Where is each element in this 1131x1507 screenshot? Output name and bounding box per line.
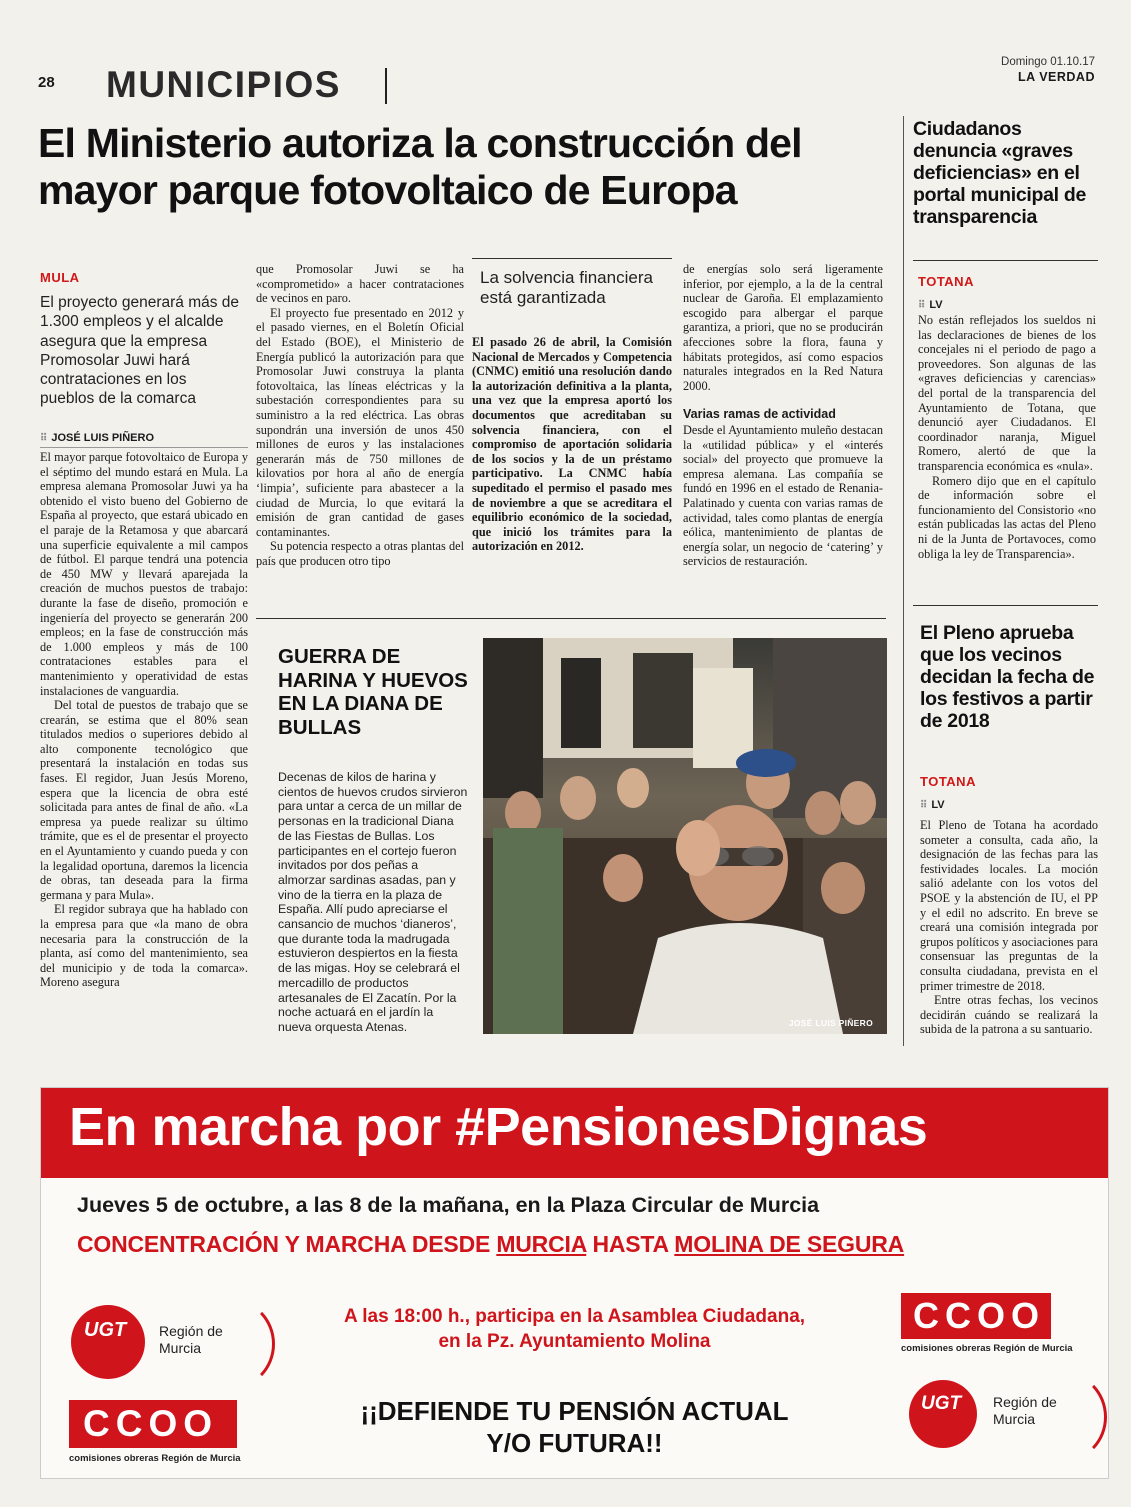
header-newspaper: LA VERDAD [1018, 70, 1095, 84]
photo-story-rule [256, 618, 886, 619]
ad-defend-line: ¡¡DEFIENDE TU PENSIÓN ACTUAL [360, 1396, 789, 1426]
photo-story-headline: GUERRA DE HARINA Y HUEVOS EN LA DIANA DE BULLAS [278, 645, 468, 739]
ccoo-text: CCOO [913, 1295, 1045, 1336]
ad-date-line: Jueves 5 de octubre, a las 8 de la mañana, en la Plaza Circular de Murcia [77, 1193, 820, 1217]
paragraph: Romero dijo que en el capítulo de información sobre el funcionamiento del Consistorio «no están publicadas las actas del Pleno ni de la Junta de Portavoces, como obliga la ley de Transparencia». [918, 473, 1096, 561]
paragraph: El Pleno de Totana ha acordado someter a consulta, cada año, la designación de las fechas para las festividades locales. La moción salió adelante con los votos del PSOE y la abstención de IU, el PP y el edil no adscrito. En breve se creará una comisión integrada por grupos políticos y asociaciones para consensuar las preguntas de la consulta ciudadana, prevista en el primer trimestre de 2018. [920, 818, 1098, 993]
ad-molina: MOLINA DE SEGURA [674, 1231, 905, 1257]
location-tag: MULA [40, 270, 80, 285]
ad-march-to: HASTA [586, 1231, 675, 1257]
ugt-region: Región de Murcia [159, 1323, 223, 1356]
ad-future-line: Y/O FUTURA!! [486, 1428, 663, 1458]
pensions-ad [40, 1087, 1109, 1479]
ad-assembly-line: A las 18:00 h., participa en la Asamblea Ciudadana, [343, 1306, 806, 1327]
ad-title: En marcha por #PensionesDignas [69, 1097, 928, 1157]
ccoo-caption: comisiones obreras Región de Murcia [901, 1343, 1073, 1354]
article-column-2 [256, 262, 464, 568]
article-byline: ⠿ JOSÉ LUIS PIÑERO [40, 432, 155, 444]
sidebar-byline-2: ⠿ LV [920, 799, 945, 811]
byline-rule [40, 447, 248, 448]
photo-credit: JOSÉ LUIS PIÑERO [788, 1018, 873, 1028]
sidebar-text-1 [918, 313, 1096, 561]
ugt-region: Región de Murcia [993, 1394, 1057, 1427]
sidebar-text-2 [920, 818, 1098, 1037]
sidebar-location-2: TOTANA [920, 774, 976, 789]
ad-location-line: en la Pz. Ayuntamiento Molina [438, 1331, 711, 1352]
section-title: MUNICIPIOS [106, 64, 341, 105]
paragraph: El pasado 26 de abril, la Comisión Nacional de Mercados y Competencia (CNMC) emitió una resolución dando la autorización definitiva a la planta, una vez que la empresa aportó los documentos que acreditaban su solvencia financiera, con el compromiso de aportación solidaria de los socios y la de un préstamo participativo. La CNMC había supeditado el permiso el pasado mes de noviembre a que se acreditara el equilibrio económico de la sociedad, que inició los trámites para la autorización en 2012. [472, 335, 672, 554]
article-subhead: El proyecto generará más de 1.300 empleos y el alcalde asegura que la empresa Promosolar Juwi hará contrataciones en los pueblos de la comarca [40, 294, 240, 408]
article-column-1 [40, 450, 248, 990]
sidebar-rule-2 [913, 605, 1098, 606]
paragraph: El proyecto fue presentado en 2012 y el pasado viernes, en el Boletín Oficial del Estado (BOE), el Ministerio de Energía publicó la autorización para que Promosolar Juwi construya la planta fotovoltaica, las líneas eléctricas y la subestación correspondientes para su suministro a la red eléctrica. Las obras supondrán una inversión de unos 450 millones de euros y las instalaciones generarán más de 750 millones de kilovatios por hora al año de energía ‘limpia’, suficiente para abastecer a la ciudad de Murcia, lo que evitará la emisión de gran cantidad de gases contaminantes. [256, 305, 464, 539]
ccoo-logo-left [69, 1400, 269, 1470]
paragraph: Entre otras fechas, los vecinos decidirán cuándo se realizará la subida de la patrona a su santuario. [920, 993, 1098, 1037]
paragraph: El regidor subraya que ha hablado con la empresa para que «la mano de obra necesaria para la construcción de la planta, así como del mantenimiento, sea del municipio y de toda la comarca». Moreno asegura [40, 902, 248, 990]
ugt-logo-right [909, 1378, 1109, 1458]
festival-photo [483, 638, 887, 1034]
crowd-illustration [483, 638, 887, 1034]
column-3-top-rule [472, 258, 672, 259]
ad-murcia: MURCIA [496, 1231, 587, 1257]
subheading-solvencia: La solvencia financiera está garantizada [480, 268, 653, 307]
sidebar-headline-2: El Pleno aprueba que los vecinos decidan la fecha de los festivos a partir de 2018 [920, 622, 1095, 732]
ad-march-text: CONCENTRACIÓN Y MARCHA DESDE [77, 1231, 497, 1257]
photo-story-text: Decenas de kilos de harina y cientos de huevos crudos sirvieron para untar a cerca de un millar de personas en la tradicional Diana de las Fiestas de Bullas. Los participantes en el cortejo fueron invitados por dos peñas a almorzar sardinas asadas, pan y vino de la tierra en la plaza de España. Allí pudo apreciarse el cansancio de muchos ‘dianeros’, que durante toda la madrugada estuvieron despiertos en la fiesta de las migas. Hoy se celebrará el mercadillo de productos artesanales de El Zacatín. Por la noche actuará en el jardín la nueva orquesta Atenas. [278, 770, 468, 1034]
ccoo-logo-right [901, 1293, 1101, 1363]
subheading-ramas: Varias ramas de actividad [683, 407, 836, 422]
ugt-text: UGT [84, 1319, 127, 1341]
ad-march-line [77, 1231, 904, 1258]
paragraph: Su potencia respecto a otras plantas del país que producen otro tipo [256, 539, 464, 568]
article-column-4 [683, 262, 883, 569]
sidebar-rule-1 [913, 260, 1098, 261]
paragraph: No están reflejados los sueldos ni las declaraciones de bienes de los concejales ni el periodo de pago a proveedores. Son algunas de las «graves deficiencias y carencias» del portal de la transparencia del Ayuntamiento de Totana, que denunció ayer Ciudadanos. El coordinador naranja, Miguel Romero, alertó de que la transparencia económica es «nula». [918, 313, 1096, 473]
ugt-arc-icon [189, 1299, 275, 1389]
page-number: 28 [38, 74, 55, 91]
ccoo-text: CCOO [83, 1403, 218, 1444]
article-column-3 [472, 335, 672, 554]
paragraph: El mayor parque fotovoltaico de Europa y el séptimo del mundo estará en Mula. La empresa alemana Promosolar Juwi ya ha obtenido el visto bueno del Gobierno de España al proyecto, que estará ubicado en el paraje de la Retamosa y que abarcará una superficie equivalente a mil campos de fútbol. El parque tendrá una potencia de 450 MW y llevará aparejada la creación de muchos puestos de trabajo: durante la fase de diseño, promoción e ingeniería del proyecto se generarán 200 empleos; en la fase de construcción más de 1.000 empleos y más de 100 contrataciones estables para el mantenimiento y operatividad de estas instalaciones de vanguardia. [40, 450, 248, 698]
ugt-logo-left [71, 1303, 271, 1383]
header-date: Domingo 01.10.17 [1001, 56, 1095, 68]
sidebar-headline-1: Ciudadanos denuncia «graves deficiencias» en el portal municipal de transparencia [913, 118, 1087, 228]
paragraph: Desde el Ayuntamiento muleño destacan la «utilidad pública» y el «interés social» del proyecto que promueve la empresa alemana. Las compañía se fundó en 1996 en el estado de Renania-Palatinado y cuenta con varias ramas de actividad, tales como plantas de energía eólica, mantenimiento de plantas de energía solar, un negocio de ‘catering’ y servicios de restauración. [683, 422, 883, 569]
sidebar-location-1: TOTANA [918, 274, 974, 289]
paragraph: Del total de puestos de trabajo que se crearán, se estima que el 80% sean titulados medios o superiores debido al alto componente tecnológico que presentará la instalación en todas sus fases. El regidor, Juan Jesús Moreno, espera que la licencia de obra esté solicitada para antes de final de año. «La empresa ya puede realizar su último trámite, que es el de presentar el proyecto en el Ayuntamiento y cuando pueda y con la legalidad oportuna, daremos la licencia de obras, tan deseada para la firma germana y para Mula». [40, 698, 248, 902]
paragraph: que Promosolar Juwi se ha «comprometido» a hacer contrataciones de vecinos en paro. [256, 262, 464, 306]
section-divider [385, 68, 387, 104]
main-headline: El Ministerio autoriza la construcción del mayor parque fotovoltaico de Europa [38, 120, 802, 213]
ccoo-caption: comisiones obreras Región de Murcia [69, 1453, 241, 1464]
paragraph: de energías solo será ligeramente inferior, por ejemplo, a la de la central nuclear de Garoña. El emplazamiento escogido para albergar el parque garantiza, a priori, que no se producirán afecciones sobre la flora, fauna y hábitats protegidos, así como espacios naturales integrados en la Red Natura 2000. [683, 262, 883, 393]
ugt-arc-icon [1021, 1372, 1107, 1462]
ugt-text: UGT [921, 1393, 962, 1414]
sidebar-byline-1: ⠿ LV [918, 299, 943, 311]
ad-title-banner [41, 1088, 1108, 1178]
ugt-circle-icon [71, 1305, 145, 1379]
column-rule [903, 116, 904, 1046]
